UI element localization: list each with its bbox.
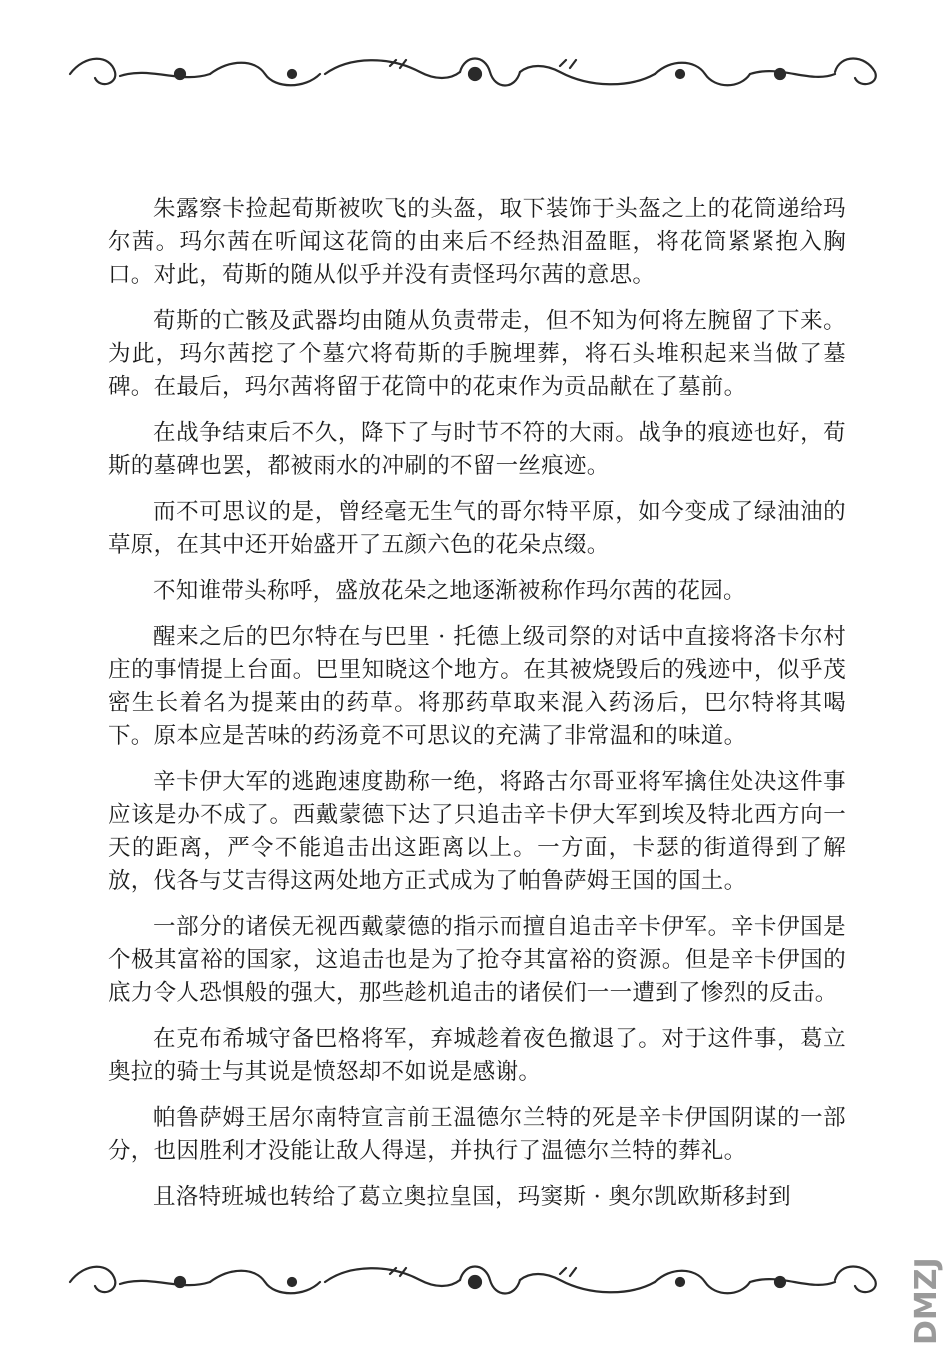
paragraph: 在战争结束后不久，降下了与时节不符的大雨。战争的痕迹也好，荀斯的墓碑也罢，都被雨水的冲刷的不留一丝痕迹。 — [108, 420, 846, 479]
paragraph: 一部分的诸侯无视西戴蒙德的指示而擅自追击辛卡伊军。辛卡伊国是个极其富裕的国家，这追击也是为了抢夺其富裕的资源。但是辛卡伊国的底力令人恐惧般的强大，那些趁机追击的诸侯们一一遭到了惨烈的反击。 — [108, 914, 846, 1006]
watermark-text: DMZJ — [909, 1257, 944, 1345]
paragraph: 在克布希城守备巴格将军，弃城趁着夜色撤退了。对于这件事，葛立奥拉的骑士与其说是愤怒却不如说是感谢。 — [108, 1026, 846, 1085]
top-ornament-border — [60, 44, 890, 104]
paragraph: 而不可思议的是，曾经毫无生气的哥尔特平原，如今变成了绿油油的草原，在其中还开始盛开了五颜六色的花朵点缀。 — [108, 499, 846, 558]
paragraph: 荀斯的亡骸及武器均由随从负责带走，但不知为何将左腕留了下来。为此，玛尔茜挖了个墓穴将荀斯的手腕埋葬，将石头堆积起来当做了墓碑。在最后，玛尔茜将留于花筒中的花束作为贡品献在了墓前。 — [108, 308, 846, 400]
paragraph: 不知谁带头称呼，盛放花朵之地逐渐被称作玛尔茜的花园。 — [153, 578, 746, 604]
bottom-ornament-border — [60, 1252, 890, 1312]
paragraph: 醒来之后的巴尔特在与巴里 · 托德上级司祭的对话中直接将洛卡尔村庄的事情提上台面。巴里知晓这个地方。在其被烧毁后的残迹中，似乎茂密生长着名为提莱由的药草。将那药草取来混入药汤后，巴尔特将其喝下。原本应是苦味的药汤竟不可思议的充满了非常温和的味道。 — [108, 624, 846, 749]
paragraph: 辛卡伊大军的逃跑速度勘称一绝，将路古尔哥亚将军擒住处决这件事应该是办不成了。西戴蒙德下达了只追击辛卡伊大军到埃及特北西方向一天的距离，严令不能追击出这距离以上。一方面，卡瑟的街道得到了解放，伐各与艾吉得这两处地方正式成为了帕鲁萨姆王国的国土。 — [108, 769, 846, 894]
paragraph: 帕鲁萨姆王居尔南特宣言前王温德尔兰特的死是辛卡伊国阴谋的一部分，也因胜利才没能让敌人得逞，并执行了温德尔兰特的葬礼。 — [108, 1105, 846, 1164]
paragraph: 朱露察卡捡起荀斯被吹飞的头盔，取下装饰于头盔之上的花筒递给玛尔茜。玛尔茜在听闻这花筒的由来后不经热泪盈眶，将花筒紧紧抱入胸口。对此，荀斯的随从似乎并没有责怪玛尔茜的意思。 — [108, 196, 846, 288]
paragraph: 且洛特班城也转给了葛立奥拉皇国，玛窦斯 · 奥尔凯欧斯移封到 — [153, 1184, 791, 1210]
body-text — [108, 193, 846, 1227]
watermark-logo — [909, 1200, 944, 1350]
